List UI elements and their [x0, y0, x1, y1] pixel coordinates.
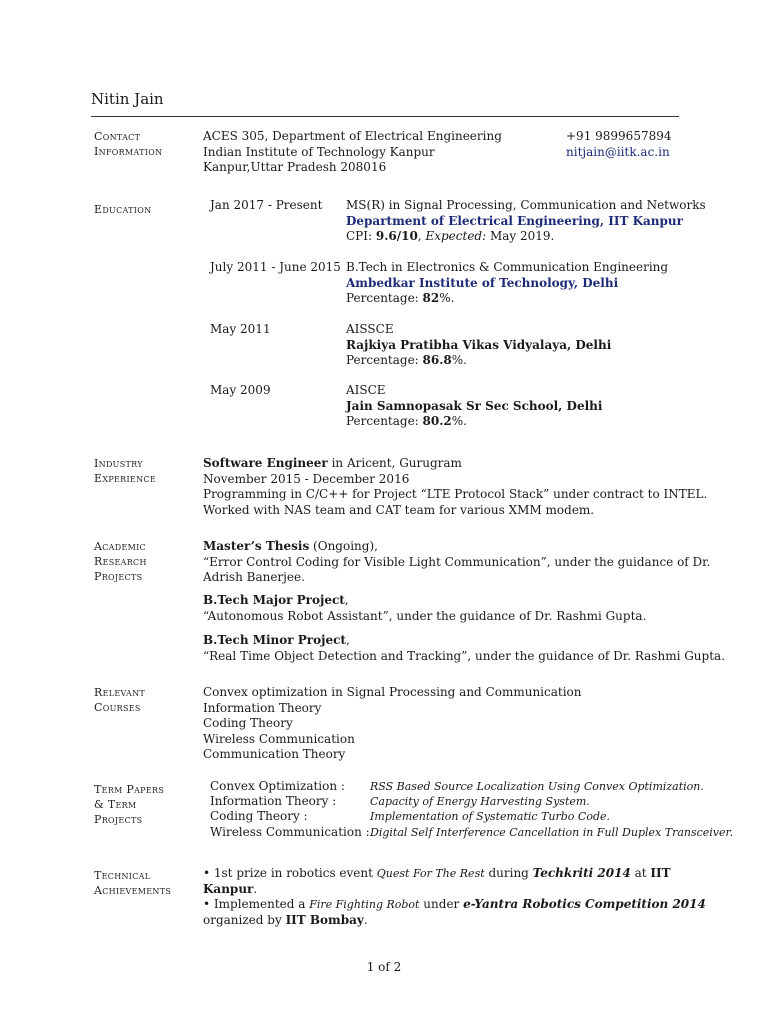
education-date: May 2011 — [210, 322, 271, 336]
degree: AISSCE — [346, 322, 394, 336]
education-date: Jan 2017 - Present — [210, 198, 323, 212]
term-title: Digital Self Interference Cancellation in Full Duplex Transceiver. — [370, 826, 734, 839]
project-item: B.Tech Minor Project, “Real Time Object Detection and Tracking”, under the guidance of Dr. Rashmi Gupta. — [203, 633, 726, 663]
education-entry — [346, 383, 602, 430]
degree: AISCE — [346, 383, 386, 397]
period: November 2015 - December 2016 — [203, 471, 410, 486]
address-line: Indian Institute of Technology Kanpur — [203, 144, 435, 159]
candidate-name: Nitin Jain — [91, 90, 164, 108]
industry-experience — [203, 456, 707, 518]
term-course: Convex Optimization : — [210, 779, 345, 793]
term-course: Information Theory : — [210, 794, 337, 808]
achievement-item: • 1st prize in robotics event Quest For The Rest during Techkriti 2014 at IIT — [203, 866, 671, 880]
term-title: Capacity of Energy Harvesting System. — [370, 795, 590, 808]
term-title: Implementation of Systematic Turbo Code. — [370, 810, 611, 823]
section-heading-term-papers: Term Papers & Term Projects — [94, 783, 165, 826]
email-link[interactable]: nitjain@iitk.ac.in — [566, 144, 670, 159]
page-number: 1 of 2 — [366, 960, 402, 974]
degree: MS(R) in Signal Processing, Communication and Networks — [346, 198, 706, 212]
achievement-item: • Implemented a Fire Fighting Robot under e-Yantra Robotics Competition 2014 — [203, 897, 706, 911]
education-entry — [346, 322, 611, 369]
education-date: May 2009 — [210, 383, 271, 397]
section-heading-achievements: Technical Achievements — [94, 869, 172, 897]
description-line: Programming in C/C++ for Project “LTE Protocol Stack” under contract to INTEL. — [203, 487, 708, 501]
course-item: Information Theory — [203, 700, 322, 715]
institute: Rajkiya Pratibha Vikas Vidyalaya, Delhi — [346, 337, 612, 352]
section-heading-courses: Relevant Courses — [94, 686, 146, 714]
course-item: Coding Theory — [203, 716, 293, 730]
institute: Department of Electrical Engineering, IIT Kanpur — [346, 213, 683, 228]
achievement-list: • 1st prize in robotics event Quest For The Rest during Techkriti 2014 at IIT Kanpur. • Implemented a Fire Fighting Robot under e-Yantra Robotics Competition 2014 organized by IIT Bombay. — [203, 866, 706, 927]
contact-details — [566, 129, 672, 160]
description-line: Worked with NAS team and CAT team for various XMM modem. — [203, 502, 595, 517]
score-line: Percentage: 86.8%. — [346, 353, 467, 367]
header-divider — [91, 116, 679, 117]
institute: Jain Samnopasak Sr Sec School, Delhi — [346, 398, 603, 413]
section-heading-projects: Academic Research Projects — [94, 540, 147, 583]
degree: B.Tech in Electronics & Communication Engineering — [346, 260, 669, 274]
score-line: Percentage: 82%. — [346, 291, 455, 305]
score-line: Percentage: 80.2%. — [346, 414, 467, 428]
term-course: Wireless Communication : — [210, 825, 370, 839]
section-heading-education: Education — [94, 203, 152, 216]
education-date: July 2011 - June 2015 — [210, 260, 341, 274]
course-item: Communication Theory — [203, 747, 346, 761]
project-item: B.Tech Major Project, “Autonomous Robot Assistant”, under the guidance of Dr. Rashmi Gupta. — [203, 593, 647, 623]
education-entry — [346, 198, 706, 245]
education-entry — [346, 260, 668, 307]
contact-address — [203, 129, 502, 176]
term-course: Coding Theory : — [210, 809, 308, 823]
address-line: ACES 305, Department of Electrical Engineering — [203, 129, 502, 143]
institute: Ambedkar Institute of Technology, Delhi — [346, 275, 619, 290]
address-line: Kanpur,Uttar Pradesh 208016 — [203, 160, 387, 174]
section-heading-contact: Contact Information — [94, 130, 163, 158]
course-item: Wireless Communication — [203, 731, 355, 746]
phone-number: +91 9899657894 — [566, 129, 672, 143]
course-list — [203, 685, 582, 763]
section-heading-industry: Industry Experience — [94, 457, 156, 485]
term-title: RSS Based Source Localization Using Convex Optimization. — [370, 780, 704, 793]
project-item: Master’s Thesis (Ongoing), “Error Control Coding for Visible Light Communication”, under the guidance of Dr. Adrish Banerjee. — [203, 539, 711, 584]
score-line: CPI: 9.6/10, Expected: May 2019. — [346, 229, 555, 243]
course-item: Convex optimization in Signal Processing and Communication — [203, 685, 582, 699]
role-line: Software Engineer in Aricent, Gurugram — [203, 456, 462, 470]
